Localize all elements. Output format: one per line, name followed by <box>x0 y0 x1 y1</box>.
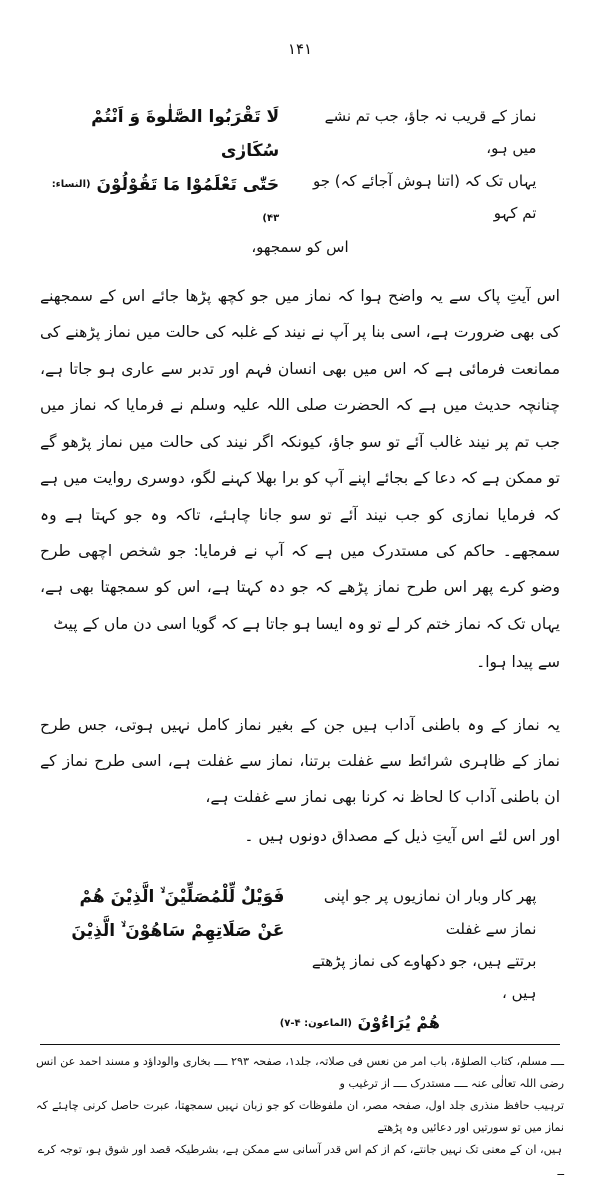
verse-bottom-arabic-tail: هُمْ يُرَاءُوْنَ <box>357 1013 440 1033</box>
paragraph-1-line-7: ہے، اس کو سمجھتا بھی ہے، یہاں تک کہ نماز ختم کر لے تو وہ ایسا ہو جاتا ہے کہ گویا اسی دن ماں کے پیٹ <box>40 578 560 633</box>
paragraph-2-line-2: غفلت برتنا، نماز سے غفلت ہے، اسی طرح نماز کے ان باطنی آداب کا لحاظ نہ کرنا بھی نماز سے غفلت ہے، <box>40 752 560 807</box>
verse-top-urdu-line-2: یہاں تک کہ (اتنا ہوش آجائے کہ) جو تم کہو <box>313 171 537 222</box>
paragraph-2-line-3: اور اس لئے اس آیتِ ذیل کے مصداق دونوں ہیں ۔ <box>244 826 560 845</box>
verse-bottom-reference: (الماعون: ۴-۷) <box>279 1018 352 1030</box>
verse-block-bottom <box>40 880 560 1009</box>
page-content <box>0 100 600 1032</box>
verse-top-arabic-line-1: لَا تَقْرَبُوا الصَّلٰوةَ وَ اَنْتُمْ سُكَارٰى <box>91 107 280 161</box>
document-page <box>0 40 600 1178</box>
paragraph-2 <box>40 707 560 855</box>
paragraph-1-line-1: اس آیتِ پاک سے یہ واضح ہوا کہ نماز میں جو کچھ پڑھا جائے اس کے سمجھنے کی بھی ضرورت ہے، اسی بنا <box>40 287 561 342</box>
paragraph-1-line-2: پر آپ نے نیند کے غلبہ کی حالت میں نماز پڑھنے کی ممانعت فرمائی ہے کہ اس میں بھی انسان فہم اور تدبر سے <box>40 323 560 378</box>
verse-top-urdu <box>297 100 536 236</box>
paragraph-1-line-6: حاکم کی مستدرک میں ہے کہ آپ نے فرمایا: جو شخص اچھی طرح وضو کرے پھر اس طرح نماز پڑھے کہ جو دہ کہتا <box>40 541 560 597</box>
verse-bottom-urdu-line-1: پھر کار وبار ان نمازیوں پر جو اپنی نماز سے غفلت <box>323 887 537 938</box>
verse-top-reference: (النساء: ۴۳) <box>51 179 280 224</box>
verse-bottom-arabic-line-1: فَوَيْلٌ لِّلْمُصَلِّيْنَ ۙ الَّذِيْنَ هُمْ <box>79 887 285 908</box>
paragraph-2-line-1: یہ نماز کے وہ باطنی آداب ہیں جن کے بغیر نماز کامل نہیں ہوتی، جس طرح نماز کے ظاہری شرائط سے <box>40 715 560 771</box>
paragraph-1-line-5: کہنے لگو، دوسری روایت میں ہے کہ فرمایا نمازی کو جب نیند آئے تو سو جانا چاہئے، تاکہ وہ جو کہتا ہے وہ سمجھے۔ <box>40 469 560 560</box>
verse-bottom-urdu-line-2: برتتے ہیں، جو دکھاوے کی نماز پڑھتے ہیں ، <box>311 951 537 1003</box>
verse-bottom-arabic <box>40 880 284 1009</box>
paragraph-1 <box>40 278 560 681</box>
verse-top-urdu-tail: اس کو سمجھو، <box>251 238 349 256</box>
verse-top-urdu-line-1: نماز کے قریب نہ جاؤ، جب تم نشے میں ہو، <box>324 107 537 158</box>
paragraph-1-line-3: عاری ہو جاتا ہے، چنانچہ حدیث میں ہے کہ الحضرت صلی اللہ علیہ وسلم نے فرمایا کہ نماز میں جب تم پر نیند <box>40 359 560 451</box>
paragraph-1-line-8: سے پیدا ہوا۔ <box>476 653 560 672</box>
verse-bottom-urdu <box>302 880 536 1009</box>
verse-top-arabic <box>40 100 279 236</box>
footnote-line-2: ترہیب حافظ منذری جلد اول، صفحہ مصر، ان ملفوظات کو جو زبان نہیں سمجھتا، عبرت حاصل کرنی چاہئے کہ نماز میں تو سورتیں اور دعائیں وہ پڑھتے <box>36 1099 564 1134</box>
verse-top-arabic-line-2-wrap <box>40 168 279 236</box>
footnote-line-3: ہیں، ان کے معنی تک نہیں جانتے، کم از کم اس قدر آسانی سے ممکن ہے، بشرطیکہ قصد اور شوق ہو، توجہ کرے ــ <box>37 1142 564 1178</box>
paragraph-1-line-4: غالب آئے تو سو جاؤ، کیونکہ اگر نیند کی حالت میں نماز پڑھو گے تو ممکن ہے کہ دعا کے بجائے اپنے آپ کو برا بھلا <box>40 432 560 488</box>
verse-block-top <box>40 100 560 236</box>
page-number: ۱۴۱ <box>287 40 313 58</box>
verse-top-arabic-line-2: حَتّٰى تَعْلَمُوْا مَا تَقُوْلُوْنَ <box>96 175 280 195</box>
footnote <box>36 1051 564 1182</box>
verse-bottom-arabic-tail-wrap <box>40 1013 560 1032</box>
footnote-line-1: ــــ مسلم، کتاب الصلوٰۃ، باب امر من نعس فی صلاتہ، جلد۱، صفحہ ۲۹۳ ــــ بخاری والوداؤد و مسند احمد عن انس رضی اللہ تعالٰی عنہ ــــ مستدرک ــــ از ترغیب و <box>36 1055 564 1091</box>
verse-bottom-arabic-line-2: عَنْ صَلَاتِهِمْ سَاهُوْنَ ۙ الَّذِيْنَ <box>71 921 285 942</box>
